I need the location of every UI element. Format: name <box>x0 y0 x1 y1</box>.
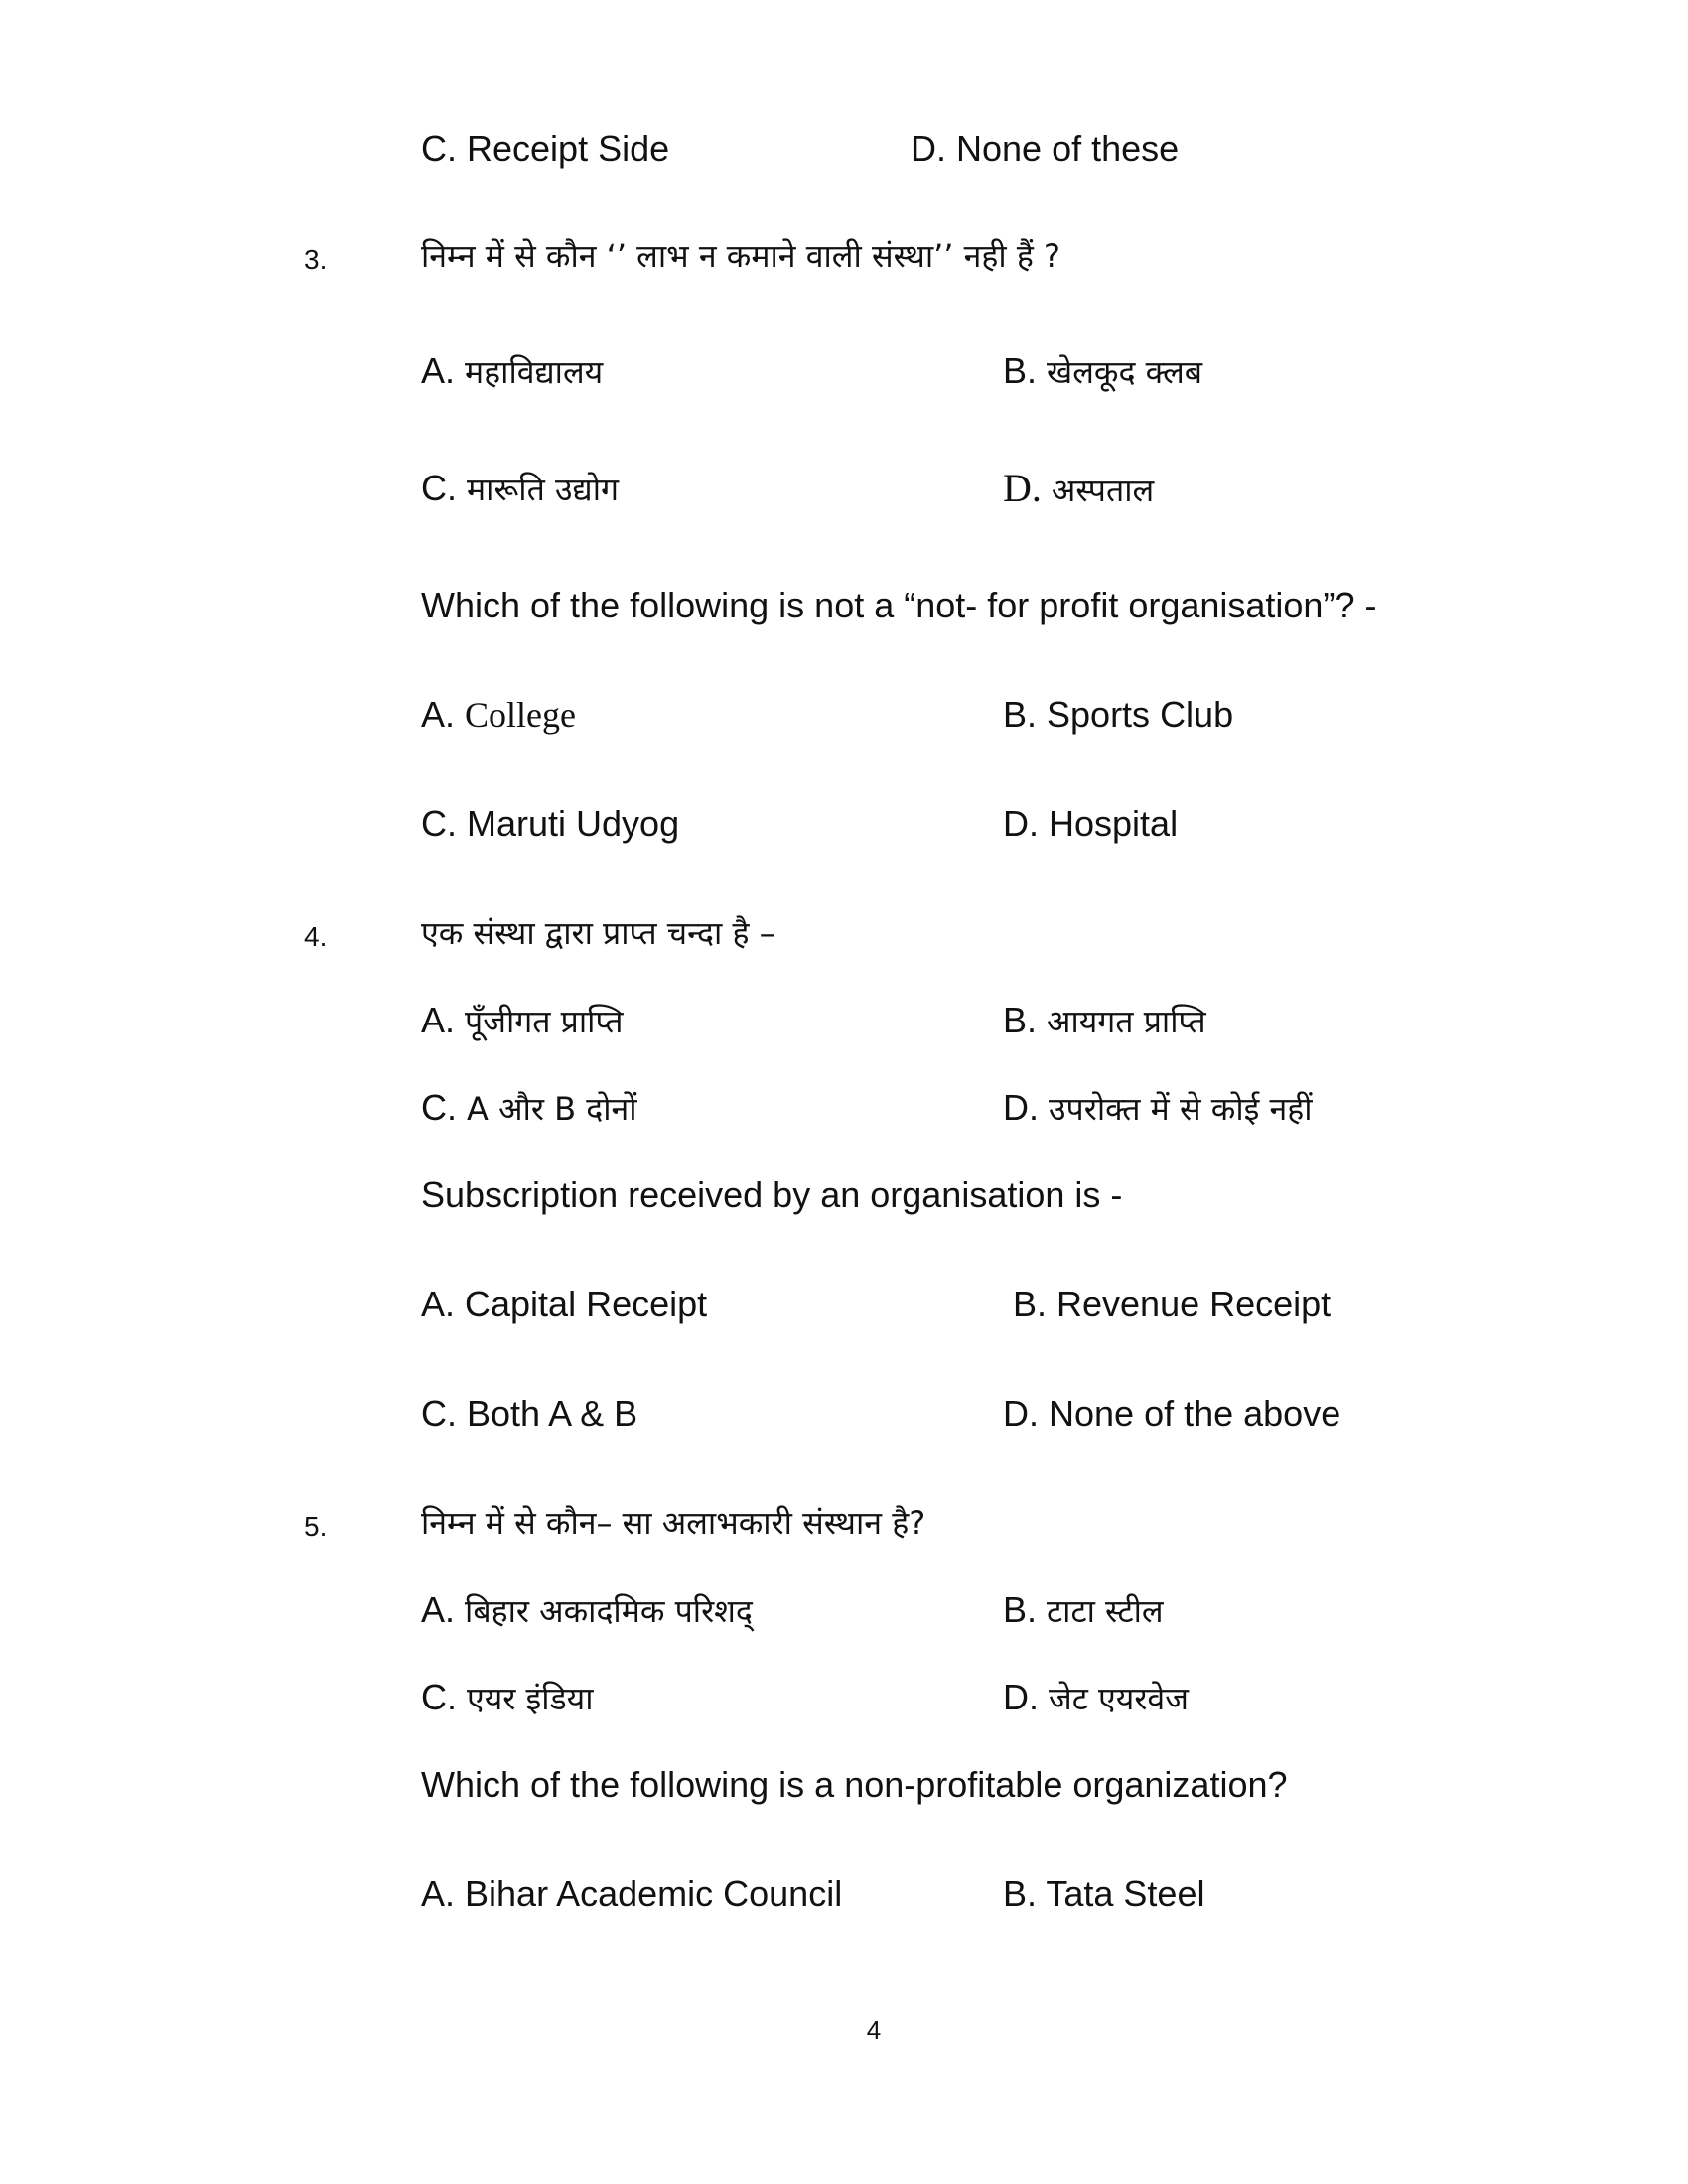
q4-english-option-d: D. None of the above <box>1003 1393 1341 1433</box>
option-letter: A. <box>421 1589 456 1630</box>
option-letter: A. <box>421 350 456 391</box>
prev-option-d: D. None of these <box>911 128 1180 169</box>
prev-option-c: C. Receipt Side <box>421 128 670 169</box>
q4-english-option-a: A. Capital Receipt <box>421 1284 708 1324</box>
question-3-hindi-text: निम्न में से कौन ‘’ लाभ न कमाने वाली संस्था’’ नही हैं ? <box>421 237 1060 275</box>
q5-hindi-option-d <box>1003 1676 1189 1720</box>
question-3-english-text: Which of the following is not a “not- for profit organisation”? - <box>421 585 1377 625</box>
option-text: टाटा स्टील <box>1047 1592 1164 1630</box>
q4-english-option-b: B. Revenue Receipt <box>1013 1284 1332 1324</box>
q5-english-option-b: B. Tata Steel <box>1003 1873 1205 1914</box>
question-4-english-text: Subscription received by an organisation is - <box>421 1174 1123 1215</box>
option-text: खेलकूद क्लब <box>1047 353 1203 391</box>
q3-hindi-option-d <box>1003 467 1154 512</box>
option-letter: B. <box>1003 350 1038 391</box>
q3-english-option-c: C. Maruti Udyog <box>421 803 680 844</box>
option-text: मारूति उद्योग <box>467 471 620 508</box>
q4-hindi-option-d <box>1003 1086 1313 1131</box>
q3-hindi-option-b <box>1003 349 1202 394</box>
option-letter: A. <box>421 1000 456 1040</box>
question-5-hindi-text: निम्न में से कौन– सा अलाभकारी संस्थान है? <box>421 1504 926 1542</box>
option-letter: B. <box>1003 1589 1038 1630</box>
option-text: पूँजीगत प्राप्ति <box>465 1003 624 1040</box>
q3-english-option-b: B. Sports Club <box>1003 694 1234 735</box>
q3-english-option-a <box>421 693 576 737</box>
option-letter: D. <box>1003 1677 1039 1717</box>
page-number: 4 <box>866 2015 882 2045</box>
option-text: अस्पताल <box>1051 472 1155 509</box>
option-letter: D. <box>1003 1087 1039 1128</box>
option-letter: B. <box>1003 1000 1038 1040</box>
q4-hindi-option-a <box>421 999 624 1043</box>
q5-hindi-option-b <box>1003 1588 1164 1633</box>
q5-hindi-option-a <box>421 1588 753 1633</box>
option-text: आयगत प्राप्ति <box>1047 1003 1206 1040</box>
question-5-english-text: Which of the following is a non-profitable organization? <box>421 1764 1288 1805</box>
option-text: एयर इंडिया <box>467 1680 594 1717</box>
question-5-number: 5. <box>304 1511 328 1542</box>
option-text: महाविद्यालय <box>465 353 604 391</box>
q3-english-option-d: D. Hospital <box>1003 803 1179 844</box>
question-4-hindi-text: एक संस्था द्वारा प्राप्त चन्दा है – <box>421 914 775 952</box>
option-text: College <box>465 695 577 735</box>
q3-hindi-option-a <box>421 349 603 394</box>
q5-hindi-option-c <box>421 1676 594 1720</box>
question-3-number: 3. <box>304 244 328 275</box>
question-4-number: 4. <box>304 921 328 952</box>
option-letter: A. <box>421 694 456 735</box>
q5-english-option-a: A. Bihar Academic Council <box>421 1873 843 1914</box>
option-letter: C. <box>421 468 457 508</box>
option-text: जेट एयरवेज <box>1049 1680 1189 1717</box>
option-letter: D. <box>1003 466 1042 510</box>
option-text: उपरोक्त में से कोई नहीं <box>1049 1090 1313 1128</box>
option-letter: C. <box>421 1677 457 1717</box>
option-letter: C. <box>421 1087 457 1128</box>
q4-hindi-option-c <box>421 1086 637 1131</box>
q4-english-option-c: C. Both A & B <box>421 1393 638 1433</box>
q4-hindi-option-b <box>1003 999 1206 1043</box>
option-text: A और B दोनों <box>467 1090 637 1128</box>
q3-hindi-option-c <box>421 467 619 511</box>
option-text: बिहार अकादमिक परिशद् <box>465 1592 753 1630</box>
